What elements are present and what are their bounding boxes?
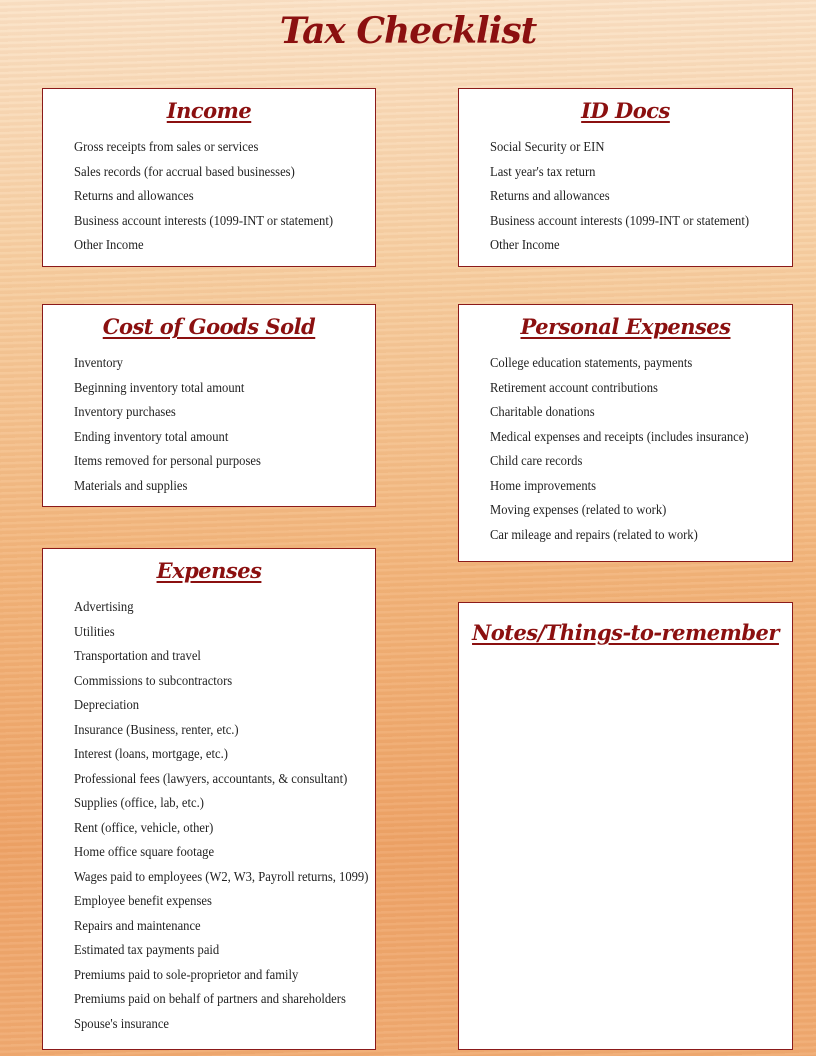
- checklist-item: Advertising: [74, 600, 134, 615]
- expenses-card: [42, 548, 376, 1050]
- personal-expenses-list: [459, 352, 792, 548]
- checklist-item: Sales records (for accrual based businesses): [74, 164, 295, 180]
- notes-heading: Notes/Things-to-remember: [472, 620, 779, 645]
- checklist-item: Interest (loans, mortgage, etc.): [74, 747, 228, 762]
- checklist-item: Returns and allowances: [490, 189, 610, 204]
- checklist-item: Inventory purchases: [74, 405, 176, 420]
- checklist-item: Social Security or EIN: [490, 140, 605, 155]
- page-title: Tax Checklist: [279, 10, 537, 52]
- checklist-item: Other Income: [74, 238, 144, 253]
- checklist-item: Inventory: [74, 356, 123, 371]
- checklist-item: Rent (office, vehicle, other): [74, 820, 214, 836]
- cost-of-goods-sold-list: [43, 352, 375, 499]
- checklist-item: Returns and allowances: [74, 189, 194, 204]
- checklist-item: Home office square footage: [74, 845, 215, 860]
- checklist-item: Professional fees (lawyers, accountants, & consultant): [74, 771, 348, 787]
- checklist-item: Premiums paid to sole-proprietor and family: [74, 967, 299, 983]
- checklist-item: Ending inventory total amount: [74, 429, 229, 445]
- notes-card[interactable]: [458, 602, 793, 1050]
- income-card: [42, 88, 376, 267]
- checklist-item: Business account interests (1099-INT or statement): [74, 213, 334, 229]
- checklist-item: Business account interests (1099-INT or statement): [490, 213, 750, 229]
- checklist-item: Insurance (Business, renter, etc.): [74, 722, 239, 738]
- id-docs-heading: ID Docs: [581, 98, 670, 123]
- income-list: [43, 136, 375, 259]
- id-docs-card: [458, 88, 793, 267]
- personal-expenses-heading: Personal Expenses: [520, 314, 731, 339]
- checklist-item: Home improvements: [490, 478, 597, 494]
- checklist-item: Retirement account contributions: [490, 380, 658, 396]
- checklist-item: Beginning inventory total amount: [74, 380, 245, 396]
- checklist-item: Child care records: [490, 454, 583, 469]
- checklist-item: Supplies (office, lab, etc.): [74, 796, 204, 811]
- id-docs-list: [459, 136, 792, 259]
- checklist-item: Premiums paid on behalf of partners and shareholders: [74, 992, 346, 1007]
- checklist-item: Depreciation: [74, 698, 140, 713]
- expenses-heading: Expenses: [156, 558, 262, 583]
- personal-expenses-card: [458, 304, 793, 562]
- checklist-item: Moving expenses (related to work): [490, 503, 667, 518]
- checklist-item: Materials and supplies: [74, 478, 188, 494]
- checklist-item: Spouse's insurance: [74, 1016, 170, 1032]
- checklist-item: Car mileage and repairs (related to work): [490, 527, 698, 543]
- checklist-item: Employee benefit expenses: [74, 894, 212, 909]
- checklist-item: Items removed for personal purposes: [74, 454, 261, 469]
- checklist-item: Utilities: [74, 624, 115, 640]
- checklist-item: Last year's tax return: [490, 164, 596, 180]
- expenses-list: [43, 596, 375, 1037]
- checklist-item: Other Income: [490, 238, 560, 253]
- cost-of-goods-sold-card: [42, 304, 376, 507]
- checklist-item: Repairs and maintenance: [74, 918, 201, 934]
- checklist-item: College education statements, payments: [490, 356, 693, 371]
- checklist-item: Commissions to subcontractors: [74, 673, 233, 689]
- checklist-item: Charitable donations: [490, 405, 595, 420]
- checklist-item: Gross receipts from sales or services: [74, 140, 259, 155]
- income-heading: Income: [166, 98, 252, 123]
- checklist-item: Wages paid to employees (W2, W3, Payroll returns, 1099): [74, 869, 369, 885]
- checklist-item: Transportation and travel: [74, 649, 201, 664]
- checklist-item: Estimated tax payments paid: [74, 943, 220, 958]
- cost-of-goods-sold-heading: Cost of Goods Sold: [102, 314, 316, 339]
- checklist-item: Medical expenses and receipts (includes insurance): [490, 429, 749, 445]
